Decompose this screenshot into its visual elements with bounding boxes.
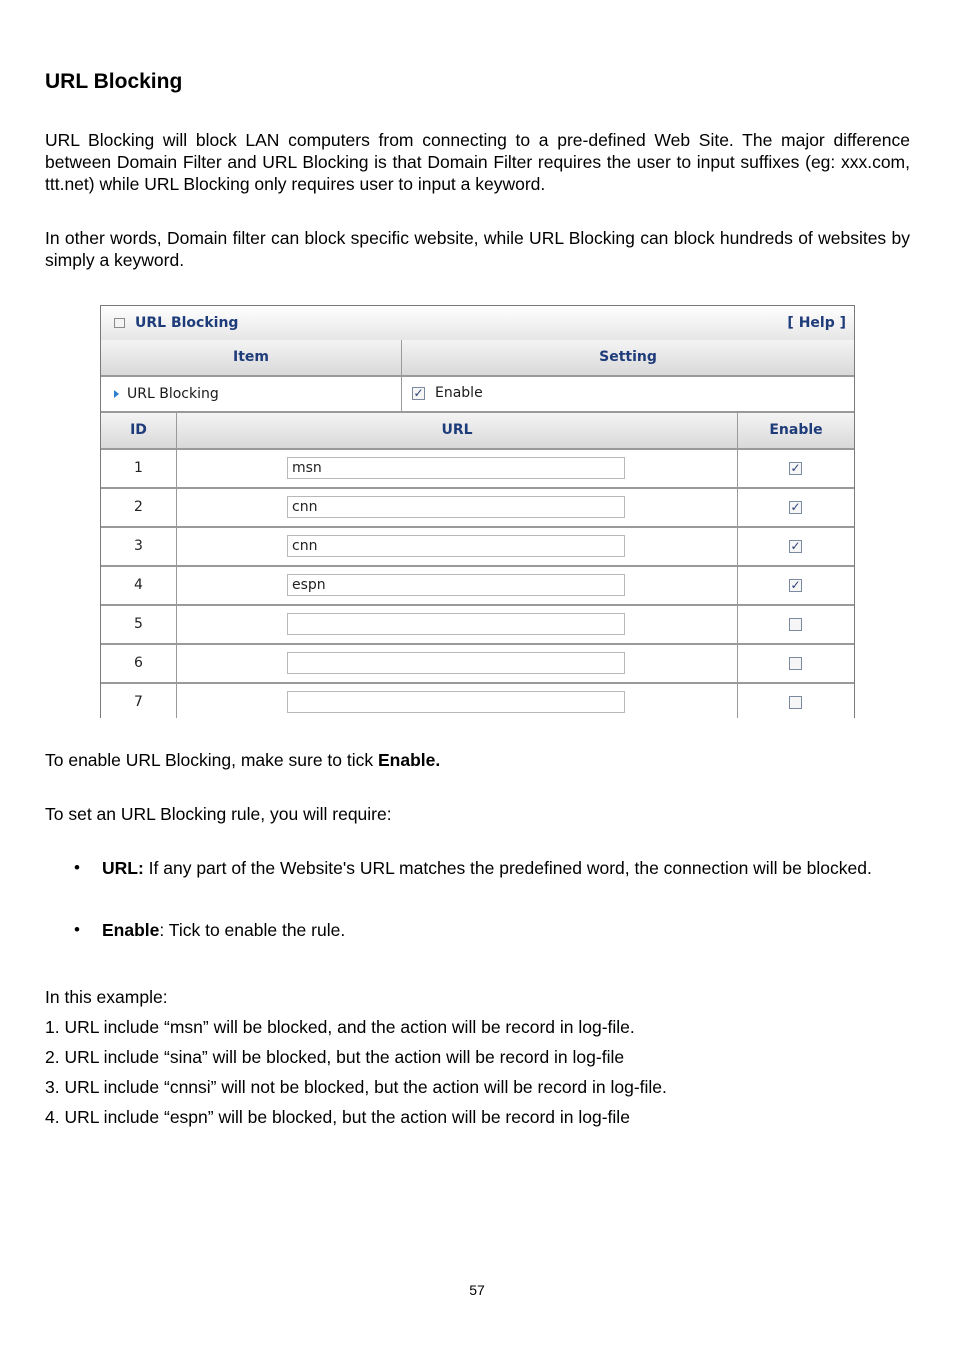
arrow-right-icon bbox=[114, 390, 119, 398]
example-item: 1. URL include “msn” will be blocked, and the action will be record in log-file. bbox=[45, 1017, 635, 1037]
enable-checkbox[interactable]: ✓ bbox=[413, 386, 424, 400]
rule-id: 1 bbox=[134, 460, 143, 476]
rule-row bbox=[101, 489, 854, 528]
url-input[interactable]: cnn bbox=[287, 535, 625, 557]
url-input[interactable]: msn bbox=[287, 457, 625, 479]
panel-header bbox=[101, 306, 854, 342]
panel-icon bbox=[114, 318, 125, 328]
rule-enable-checkbox[interactable] bbox=[789, 657, 802, 670]
url-input[interactable] bbox=[287, 613, 625, 635]
url-input[interactable]: espn bbox=[287, 574, 625, 596]
rule-id: 3 bbox=[134, 538, 143, 554]
item-column-header: Item bbox=[233, 349, 269, 365]
enable-note-text: To enable URL Blocking, make sure to tick bbox=[45, 750, 378, 770]
example-item: 4. URL include “espn” will be blocked, but the action will be record in log-file bbox=[45, 1107, 630, 1127]
url-input[interactable]: cnn bbox=[287, 496, 625, 518]
rule-enable-checkbox[interactable] bbox=[789, 618, 802, 631]
rule-row bbox=[101, 450, 854, 489]
example-item: 2. URL include “sina” will be blocked, but the action will be record in log-file bbox=[45, 1047, 625, 1067]
example-title: In this example: bbox=[45, 987, 168, 1007]
bullet-dot: • bbox=[74, 858, 80, 877]
url-blocking-panel bbox=[100, 305, 855, 718]
rule-id: 7 bbox=[134, 694, 143, 710]
rule-id: 5 bbox=[134, 616, 143, 632]
bullet-enable bbox=[102, 917, 892, 944]
rule-id: 4 bbox=[134, 577, 143, 593]
section-title: URL Blocking bbox=[45, 70, 183, 93]
bullet-dot: • bbox=[74, 920, 80, 939]
url-input[interactable] bbox=[287, 691, 625, 713]
enable-label: Enable bbox=[435, 385, 483, 401]
id-column-header: ID bbox=[130, 422, 147, 438]
rule-row bbox=[101, 684, 854, 718]
enable-note-bold: Enable. bbox=[377, 750, 441, 770]
bullet-url-text: If any part of the Website's URL matches the predefined word, the connection will be blocked. bbox=[143, 858, 872, 878]
url-column-header: URL bbox=[441, 422, 473, 438]
enable-column-header: Enable bbox=[769, 422, 823, 438]
setting-column-header: Setting bbox=[599, 349, 657, 365]
rule-enable-checkbox[interactable]: ✓ bbox=[790, 461, 801, 475]
rule-enable-checkbox[interactable]: ✓ bbox=[790, 539, 801, 553]
rule-row bbox=[101, 645, 854, 684]
rule-id: 6 bbox=[134, 655, 143, 671]
rule-id: 2 bbox=[134, 499, 143, 515]
enable-note bbox=[45, 749, 440, 771]
help-link[interactable]: [ Help ] bbox=[787, 315, 846, 331]
url-blocking-item-label: URL Blocking bbox=[127, 386, 219, 402]
item-setting-header bbox=[101, 340, 854, 377]
intro-paragraph-2: In other words, Domain filter can block specific website, while URL Blocking can block hundreds of websites by simply a keyword. bbox=[45, 228, 910, 270]
bullet-enable-text: : Tick to enable the rule. bbox=[159, 920, 346, 940]
bullet-url-term: URL: bbox=[102, 858, 144, 878]
rule-row bbox=[101, 567, 854, 606]
rule-row bbox=[101, 606, 854, 645]
rule-intro: To set an URL Blocking rule, you will require: bbox=[45, 804, 392, 824]
rule-row bbox=[101, 528, 854, 567]
rule-enable-checkbox[interactable]: ✓ bbox=[790, 500, 801, 514]
panel-title: URL Blocking bbox=[135, 315, 239, 331]
intro-paragraph: URL Blocking will block LAN computers from connecting to a pre-defined Web Site. The major difference between Domain Filter and URL Blocking is that Domain Filter requires the user to input suffixes (eg: xxx.com, ttt.net) while URL Blocking only requires user to input a keyword. bbox=[45, 130, 910, 194]
bullet-enable-term: Enable bbox=[102, 920, 160, 940]
bullet-url bbox=[102, 855, 892, 882]
rule-enable-checkbox[interactable]: ✓ bbox=[790, 578, 801, 592]
rule-enable-checkbox[interactable] bbox=[789, 696, 802, 709]
example-item: 3. URL include “cnnsi” will not be blocked, but the action will be record in log-file. bbox=[45, 1077, 667, 1097]
url-input[interactable] bbox=[287, 652, 625, 674]
rules-header bbox=[101, 413, 854, 450]
url-blocking-setting-row bbox=[101, 377, 854, 413]
page-number: 57 bbox=[469, 1282, 485, 1298]
